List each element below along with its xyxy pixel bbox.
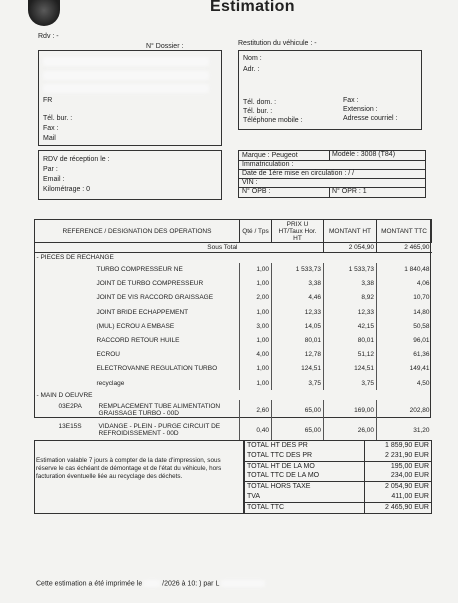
pieces-section-row bbox=[35, 253, 432, 263]
piece-amount-ttc: 50,58 bbox=[377, 319, 432, 333]
piece-amount-ttc: 1 840,48 bbox=[377, 263, 432, 277]
dossier-label: N° Dossier : bbox=[146, 43, 184, 50]
vehicle-opr: N° OPR : 1 bbox=[332, 188, 367, 195]
piece-unit-price: 124,51 bbox=[272, 362, 324, 376]
total-label: TOTAL TTC DE LA MO bbox=[245, 471, 365, 481]
mo-section-label: - MAIN D OEUVRE bbox=[36, 391, 93, 399]
piece-row bbox=[35, 362, 432, 376]
piece-row bbox=[35, 333, 432, 347]
piece-qty: 1,00 bbox=[240, 362, 272, 376]
labor-name: REMPLACEMENT TUBE ALIMENTATION GRAISSAGE TURBO - 00D bbox=[98, 402, 221, 418]
piece-name: JOINT DE TURBO COMPRESSEUR bbox=[96, 280, 204, 288]
piece-row bbox=[35, 263, 432, 277]
labor-amount-ttc: 202,80 bbox=[377, 400, 432, 420]
piece-name: JOINT DE VIS RACCORD GRAISSAGE bbox=[96, 294, 214, 302]
piece-amount-ttc: 61,36 bbox=[377, 348, 432, 362]
printed-date: /2026 à 10: bbox=[162, 580, 198, 588]
vehicle-marque: Marque : Peugeot bbox=[242, 152, 298, 159]
printed-by: ) par L bbox=[199, 580, 220, 588]
total-value: 195,00 EUR bbox=[365, 461, 432, 471]
labor-code: 13E15S bbox=[58, 422, 82, 430]
vehicle-date-mec: Date de 1ère mise en circulation : / / bbox=[242, 170, 355, 177]
piece-amount-ht: 80,01 bbox=[324, 333, 377, 347]
total-row bbox=[245, 451, 432, 461]
reception-date-label: RDV de réception le : bbox=[43, 156, 110, 163]
piece-qty: 3,00 bbox=[240, 319, 272, 333]
piece-row bbox=[35, 277, 432, 291]
total-value: 2 231,90 EUR bbox=[365, 451, 432, 461]
col-ref-header: REFERENCE / DESIGNATION DES OPERATIONS bbox=[35, 220, 240, 243]
piece-unit-price: 80,01 bbox=[272, 333, 324, 347]
col-pu-header: PRIX U HT/Taux Hor. HT bbox=[272, 220, 324, 243]
labor-designation bbox=[35, 420, 240, 440]
total-row bbox=[245, 441, 432, 451]
total-value: 234,00 EUR bbox=[365, 471, 432, 481]
contact-extension-label: Extension : bbox=[343, 106, 378, 113]
redacted-field bbox=[43, 57, 209, 66]
piece-row bbox=[35, 348, 432, 362]
total-row bbox=[245, 502, 432, 513]
reception-km-label: Kilométrage : 0 bbox=[43, 186, 91, 193]
restitution-label: Restitution du véhicule : - bbox=[238, 40, 317, 47]
piece-amount-ttc: 4,50 bbox=[377, 376, 432, 390]
pieces-section-label: - PIECES DE RECHANGE bbox=[36, 254, 114, 262]
total-label: TOTAL HT DES PR bbox=[245, 441, 365, 451]
piece-unit-price: 12,33 bbox=[272, 305, 324, 319]
piece-amount-ht: 1 533,73 bbox=[324, 263, 377, 277]
vehicle-opb-label: N° OPB : bbox=[242, 188, 271, 195]
piece-amount-ht: 42,15 bbox=[324, 319, 377, 333]
piece-qty: 1,00 bbox=[240, 376, 272, 390]
labor-designation bbox=[35, 400, 240, 420]
client-country: FR bbox=[43, 97, 53, 104]
labor-qty: 0,40 bbox=[240, 420, 272, 440]
piece-amount-ttc: 14,80 bbox=[377, 305, 432, 319]
piece-name: ECROU bbox=[96, 351, 120, 359]
col-ht-header: MONTANT HT bbox=[324, 220, 377, 243]
redacted-field bbox=[43, 71, 209, 80]
piece-amount-ht: 12,33 bbox=[324, 305, 377, 319]
contact-box bbox=[238, 50, 422, 130]
total-row bbox=[245, 492, 432, 502]
contact-fax-label: Fax : bbox=[343, 97, 359, 104]
piece-amount-ht: 124,51 bbox=[324, 362, 377, 376]
piece-qty: 1,00 bbox=[240, 277, 272, 291]
total-label: TOTAL TTC bbox=[245, 502, 365, 513]
labor-rate: 65,00 bbox=[272, 400, 324, 420]
labor-name: VIDANGE - PLEIN - PURGE CIRCUIT DE REFROIDISSEMENT - 00D bbox=[98, 422, 221, 438]
total-value: 2 054,90 EUR bbox=[365, 482, 432, 492]
client-fax-label: Fax : bbox=[43, 125, 59, 132]
piece-unit-price: 4,46 bbox=[272, 291, 324, 305]
client-tel-bur-label: Tél. bur. : bbox=[43, 115, 73, 122]
sous-total-label: Sous Total bbox=[35, 243, 240, 253]
printed-prefix: Cette estimation a été imprimée le bbox=[36, 580, 143, 588]
total-row bbox=[245, 461, 432, 471]
validity-note: Estimation valable 7 jours à compter de la date d'impression, sous réserve le cas échéant de démontage et de l'état du véhicule, hors facturation éventuelle liée au recyclage des déchets. bbox=[36, 457, 222, 480]
contact-nom-label: Nom : bbox=[243, 55, 262, 62]
piece-qty: 1,00 bbox=[240, 305, 272, 319]
redacted-field bbox=[43, 84, 209, 93]
contact-tel-dom-label: Tél. dom. : bbox=[243, 99, 277, 106]
reception-box bbox=[38, 150, 222, 200]
piece-row bbox=[35, 291, 432, 305]
vehicle-modele: Modèle : 3008 (T84) bbox=[332, 151, 396, 158]
printed-note bbox=[36, 580, 265, 587]
piece-name: ELECTROVANNE REGULATION TURBO bbox=[96, 365, 218, 373]
piece-qty: 2,00 bbox=[240, 291, 272, 305]
redacted-date bbox=[144, 580, 160, 587]
page-title: Estimation bbox=[210, 0, 295, 15]
contact-email-label: Adresse courriel : bbox=[343, 115, 398, 122]
piece-unit-price: 12,78 bbox=[272, 348, 324, 362]
vehicle-box bbox=[238, 150, 426, 198]
sous-total-ttc: 2 465,90 bbox=[377, 243, 432, 253]
labor-row bbox=[35, 420, 432, 440]
reception-email-label: Email : bbox=[43, 176, 65, 183]
contact-tel-bur-label: Tél. bur. : bbox=[243, 108, 273, 115]
piece-amount-ttc: 96,01 bbox=[377, 333, 432, 347]
col-ttc-header: MONTANT TTC bbox=[377, 220, 432, 243]
piece-qty: 1,00 bbox=[240, 333, 272, 347]
peugeot-logo-icon bbox=[28, 0, 60, 26]
piece-qty: 1,00 bbox=[240, 263, 272, 277]
redacted-user bbox=[221, 580, 265, 587]
piece-unit-price: 3,75 bbox=[272, 376, 324, 390]
vehicle-vin-label: VIN : bbox=[242, 179, 258, 186]
client-box bbox=[38, 50, 222, 146]
piece-amount-ttc: 4,06 bbox=[377, 277, 432, 291]
sous-total-row bbox=[35, 243, 432, 253]
labor-rate: 65,00 bbox=[272, 420, 324, 440]
reception-par-label: Par : bbox=[43, 166, 58, 173]
sous-total-ht: 2 054,90 bbox=[324, 243, 377, 253]
piece-row bbox=[35, 319, 432, 333]
piece-row bbox=[35, 305, 432, 319]
labor-amount-ttc: 31,20 bbox=[377, 420, 432, 440]
piece-amount-ht: 3,75 bbox=[324, 376, 377, 390]
piece-name: TURBO COMPRESSEUR NE bbox=[96, 266, 183, 274]
operations-table bbox=[34, 219, 432, 440]
contact-adr-label: Adr. : bbox=[243, 66, 260, 73]
piece-amount-ttc: 149,41 bbox=[377, 362, 432, 376]
total-value: 1 859,90 EUR bbox=[365, 441, 432, 451]
piece-amount-ht: 8,92 bbox=[324, 291, 377, 305]
total-label: TOTAL HORS TAXE bbox=[245, 482, 365, 492]
labor-row bbox=[35, 400, 432, 420]
total-value: 2 465,90 EUR bbox=[365, 502, 432, 513]
piece-amount-ht: 51,12 bbox=[324, 348, 377, 362]
piece-name: recyclage bbox=[96, 379, 125, 387]
piece-unit-price: 1 533,73 bbox=[272, 263, 324, 277]
total-label: TVA bbox=[245, 492, 365, 502]
validity-box bbox=[34, 440, 244, 514]
piece-unit-price: 3,38 bbox=[272, 277, 324, 291]
operations-header-row bbox=[35, 220, 432, 243]
piece-amount-ttc: 10,70 bbox=[377, 291, 432, 305]
total-label: TOTAL TTC DES PR bbox=[245, 451, 365, 461]
client-mail-label: Mail bbox=[43, 135, 56, 142]
piece-qty: 4,00 bbox=[240, 348, 272, 362]
piece-name: (MUL) ECROU A EMBASE bbox=[96, 322, 175, 330]
contact-tel-mobile-label: Téléphone mobile : bbox=[243, 117, 303, 124]
labor-qty: 2,60 bbox=[240, 400, 272, 420]
col-qty-header: Qté / Tps bbox=[240, 220, 272, 243]
vehicle-immat-label: Immatriculation : bbox=[242, 161, 294, 168]
total-label: TOTAL HT DE LA MO bbox=[245, 461, 365, 471]
piece-name: JOINT BRIDE ECHAPPEMENT bbox=[96, 308, 189, 316]
total-value: 411,00 EUR bbox=[365, 492, 432, 502]
mo-section-row bbox=[35, 390, 432, 400]
piece-name: RACCORD RETOUR HUILE bbox=[96, 337, 180, 345]
total-row bbox=[245, 471, 432, 481]
piece-row bbox=[35, 376, 432, 390]
labor-amount-ht: 169,00 bbox=[324, 400, 377, 420]
labor-amount-ht: 26,00 bbox=[324, 420, 377, 440]
rdv-label: Rdv : - bbox=[38, 33, 59, 40]
totals-table bbox=[244, 440, 432, 514]
total-row bbox=[245, 482, 432, 492]
piece-unit-price: 14,05 bbox=[272, 319, 324, 333]
labor-code: 03E2PA bbox=[58, 402, 82, 410]
piece-amount-ht: 3,38 bbox=[324, 277, 377, 291]
